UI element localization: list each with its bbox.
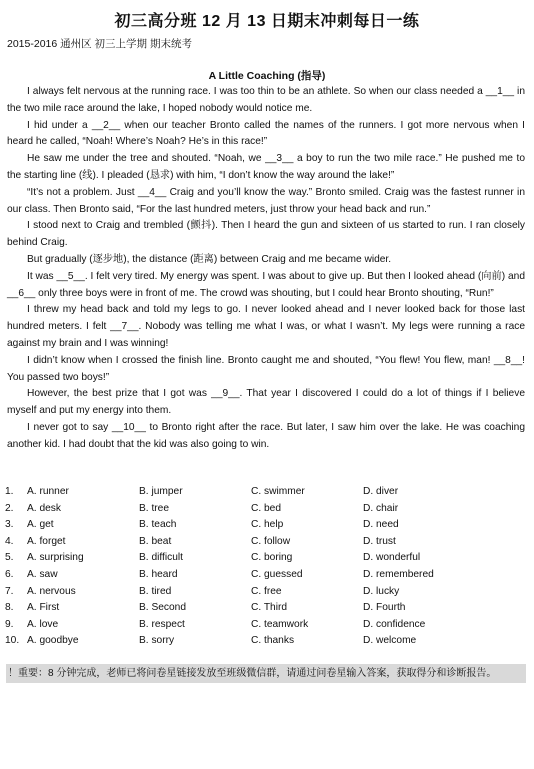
- paragraph: It was __5__. I felt very tired. My energy was spent. I was about to give up. But then I looked ahead (向前) and __6__ only three boys were in front of me. The crowd was shouting, but I could hear Bronto shouting, “Run!”: [7, 270, 525, 299]
- question-number: 10.: [5, 635, 20, 647]
- option-b: B. tired: [139, 585, 172, 597]
- option-a: A. love: [27, 618, 59, 630]
- paragraph: But gradually (逐步地), the distance (距离) between Craig and me became wider.: [27, 253, 392, 265]
- exam-source: 2015-2016 通州区 初三上学期 期末统考: [7, 38, 192, 50]
- passage-title: A Little Coaching (指导): [208, 70, 326, 82]
- option-a: A. desk: [27, 502, 61, 514]
- option-c: C. boring: [251, 552, 293, 564]
- option-b: B. heard: [139, 568, 178, 580]
- paragraph: I never got to say __10__ to Bronto right after the race. But later, I saw him over the lake. He was coaching another kid. I had doubt that the kid was also going to win.: [7, 421, 525, 450]
- option-a: A. nervous: [27, 585, 76, 597]
- question-row: [5, 567, 525, 584]
- paragraph: He saw me under the tree and shouted. “Noah, we __3__ a boy to run the two mile race.” He pushed me to the starting line (线). I pleaded (恳求) with him, “I don’t know the way around the lake!”: [7, 153, 525, 181]
- paragraph: “It’s not a problem. Just __4__ Craig and you’ll know the way.” Bronto smiled. Craig was the fastest runner in our class. Then Bronto said, “For the last hundred meters, just throw your head back and run.”: [7, 186, 525, 215]
- paragraph: I didn’t know when I crossed the finish line. Bronto caught me and shouted, “You flew! You flew, man! __8__! You passed two boys!”: [7, 354, 525, 383]
- question-number: 9.: [5, 618, 14, 630]
- paragraph: I stood next to Craig and trembled (颤抖). Then I heard the gun and sixteen of us started to run. I ran closely behind Craig.: [7, 220, 525, 249]
- paragraph: I always felt nervous at the running race. I was too thin to be an athlete. So when our class needed a __1__ in the two mile race around the lake, I hoped nobody would notice me.: [7, 86, 525, 114]
- option-b: B. sorry: [139, 635, 175, 647]
- question-number: 6.: [5, 568, 14, 580]
- option-d: D. chair: [363, 502, 399, 514]
- question-row: [5, 584, 525, 601]
- option-c: C. thanks: [251, 635, 295, 647]
- option-c: C. teamwork: [251, 618, 309, 630]
- option-d: D. welcome: [363, 635, 417, 647]
- option-d: D. remembered: [363, 568, 434, 580]
- option-c: C. swimmer: [251, 486, 305, 497]
- option-c: C. free: [251, 585, 282, 597]
- question-row: [5, 600, 525, 617]
- question-row: [5, 501, 525, 518]
- option-a: A. get: [27, 519, 54, 531]
- question-row: [5, 517, 525, 534]
- option-a: A. goodbye: [27, 635, 79, 647]
- page-title: 初三高分班 12 月 13 日期末冲刺每日一练: [114, 13, 420, 30]
- question-number: 1.: [5, 486, 14, 497]
- option-d: D. wonderful: [363, 552, 421, 564]
- option-d: D. confidence: [363, 618, 426, 630]
- passage-body: [7, 84, 525, 454]
- option-d: D. Fourth: [363, 602, 406, 614]
- paragraph: I threw my head back and told my legs to go. I never looked ahead and I never looked back for those last hundred meters. I felt __7__. Nobody was telling me what I was, or what I wasn’t. My legs were running a race against my brain and I was winning!: [7, 304, 525, 349]
- option-c: C. Third: [251, 602, 288, 614]
- question-row: [5, 534, 525, 551]
- option-a: A. First: [27, 602, 60, 614]
- option-d: D. lucky: [363, 585, 400, 597]
- option-c: C. bed: [251, 502, 282, 514]
- question-row: [5, 550, 525, 567]
- question-row: [5, 484, 525, 501]
- option-d: D. trust: [363, 535, 396, 547]
- option-c: C. guessed: [251, 568, 303, 580]
- option-b: B. respect: [139, 618, 185, 630]
- question-number: 4.: [5, 535, 14, 547]
- option-a: A. surprising: [27, 552, 84, 564]
- option-b: B. difficult: [139, 552, 183, 564]
- option-b: B. Second: [139, 602, 187, 614]
- important-note: ！重要：8 分钟完成，老师已将问卷星链接发放至班级微信群，请通过问卷星输入答案，获取得分和诊断报告。: [6, 664, 526, 683]
- option-d: D. diver: [363, 486, 399, 497]
- option-b: B. teach: [139, 519, 177, 531]
- question-number: 8.: [5, 602, 14, 614]
- option-b: B. jumper: [139, 486, 183, 497]
- question-number: 5.: [5, 552, 14, 564]
- question-row: [5, 617, 525, 634]
- answer-options: [5, 484, 525, 650]
- option-a: A. forget: [27, 535, 66, 547]
- paragraph: However, the best prize that I got was __9__. That year I discovered I could do a lot of things if I believe myself and put my energy into them.: [7, 388, 525, 417]
- question-number: 7.: [5, 585, 14, 597]
- option-c: C. follow: [251, 535, 291, 547]
- option-a: A. runner: [27, 486, 69, 497]
- question-number: 2.: [5, 502, 14, 514]
- option-b: B. beat: [139, 535, 172, 547]
- option-c: C. help: [251, 519, 284, 531]
- question-row: [5, 633, 525, 650]
- option-a: A. saw: [27, 568, 58, 580]
- option-d: D. need: [363, 519, 399, 531]
- option-b: B. tree: [139, 502, 170, 514]
- question-number: 3.: [5, 519, 14, 531]
- paragraph: I hid under a __2__ when our teacher Bronto called the names of the runners. I got more nervous when I heard he called, “Noah! Where’s Noah? He’s in this race!”: [7, 119, 525, 148]
